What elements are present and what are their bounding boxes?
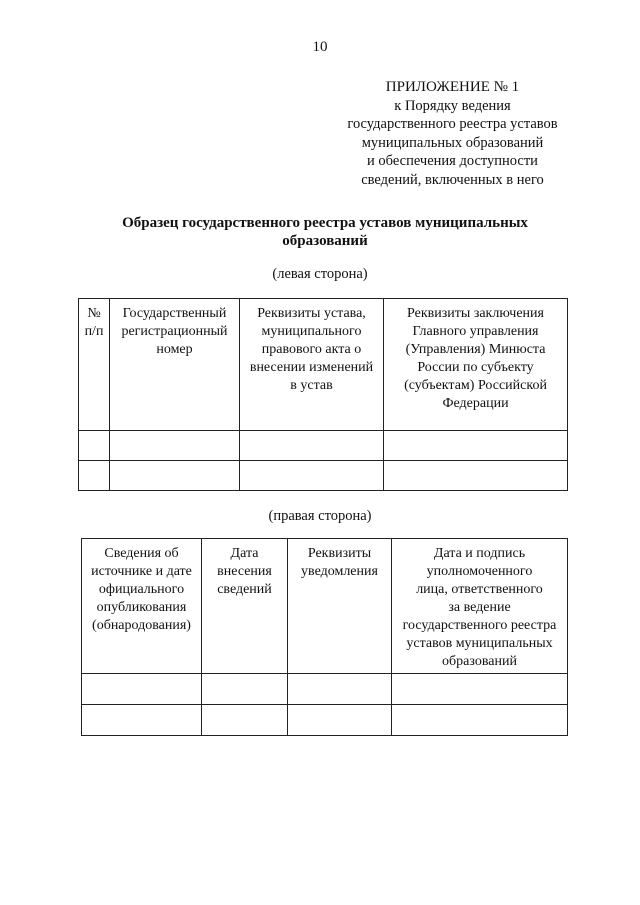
document-title: [95, 214, 555, 250]
header-cell-conclusion-details: Реквизиты заключения Главного управления (Управления) Минюста России по субъекту (субъектам) Российской Федерации: [384, 299, 568, 431]
page-number: 10: [312, 39, 328, 55]
header-cell-charter-details: Реквизиты устава, муниципального правового акта о внесении изменений в устав: [240, 299, 384, 431]
document-title-line: Образец государственного реестра уставов муниципальных: [122, 215, 528, 231]
table-cell: [202, 705, 288, 736]
table-row: [82, 674, 568, 705]
appendix-line: к Порядку ведения: [394, 97, 511, 114]
table-cell: [240, 431, 384, 461]
header-cell-publication-source: Сведения об источнике и дате официального опубликования (обнародования): [82, 539, 202, 674]
table-cell: [82, 705, 202, 736]
table-row: [79, 461, 568, 491]
document-title-line: образований: [282, 233, 368, 249]
table-cell: [79, 431, 110, 461]
table-cell: [82, 674, 202, 705]
table-cell: [240, 461, 384, 491]
registry-table-left: [78, 298, 568, 491]
table-cell: [110, 431, 240, 461]
table-cell: [392, 705, 568, 736]
header-cell-notification-details: Реквизиты уведомления: [288, 539, 392, 674]
table-cell: [288, 705, 392, 736]
table-row: [82, 705, 568, 736]
appendix-line: муниципальных образований: [361, 134, 544, 151]
appendix-block: [330, 78, 575, 190]
table-header-row: [79, 299, 568, 431]
table-cell: [79, 461, 110, 491]
table-row: [79, 431, 568, 461]
table-cell: [288, 674, 392, 705]
right-side-label: (правая сторона): [268, 508, 372, 524]
left-side-label: (левая сторона): [272, 266, 368, 282]
header-cell-signature: Дата и подпись уполномоченного лица, ответственного за ведение государственного реестра уставов муниципальных образований: [392, 539, 568, 674]
table-cell: [392, 674, 568, 705]
registry-table-right: [81, 538, 568, 736]
appendix-line: и обеспечения доступности: [367, 153, 538, 170]
table-header-row: [82, 539, 568, 674]
table-cell: [110, 461, 240, 491]
header-cell-entry-date: Дата внесения сведений: [202, 539, 288, 674]
appendix-line: государственного реестра уставов: [347, 116, 558, 133]
appendix-heading: ПРИЛОЖЕНИЕ № 1: [385, 79, 520, 95]
header-cell-registration-number: Государственный регистрационный номер: [110, 299, 240, 431]
table-cell: [384, 431, 568, 461]
table-cell: [384, 461, 568, 491]
table-cell: [202, 674, 288, 705]
appendix-line: сведений, включенных в него: [361, 171, 544, 188]
header-cell-number: № п/п: [79, 299, 110, 431]
